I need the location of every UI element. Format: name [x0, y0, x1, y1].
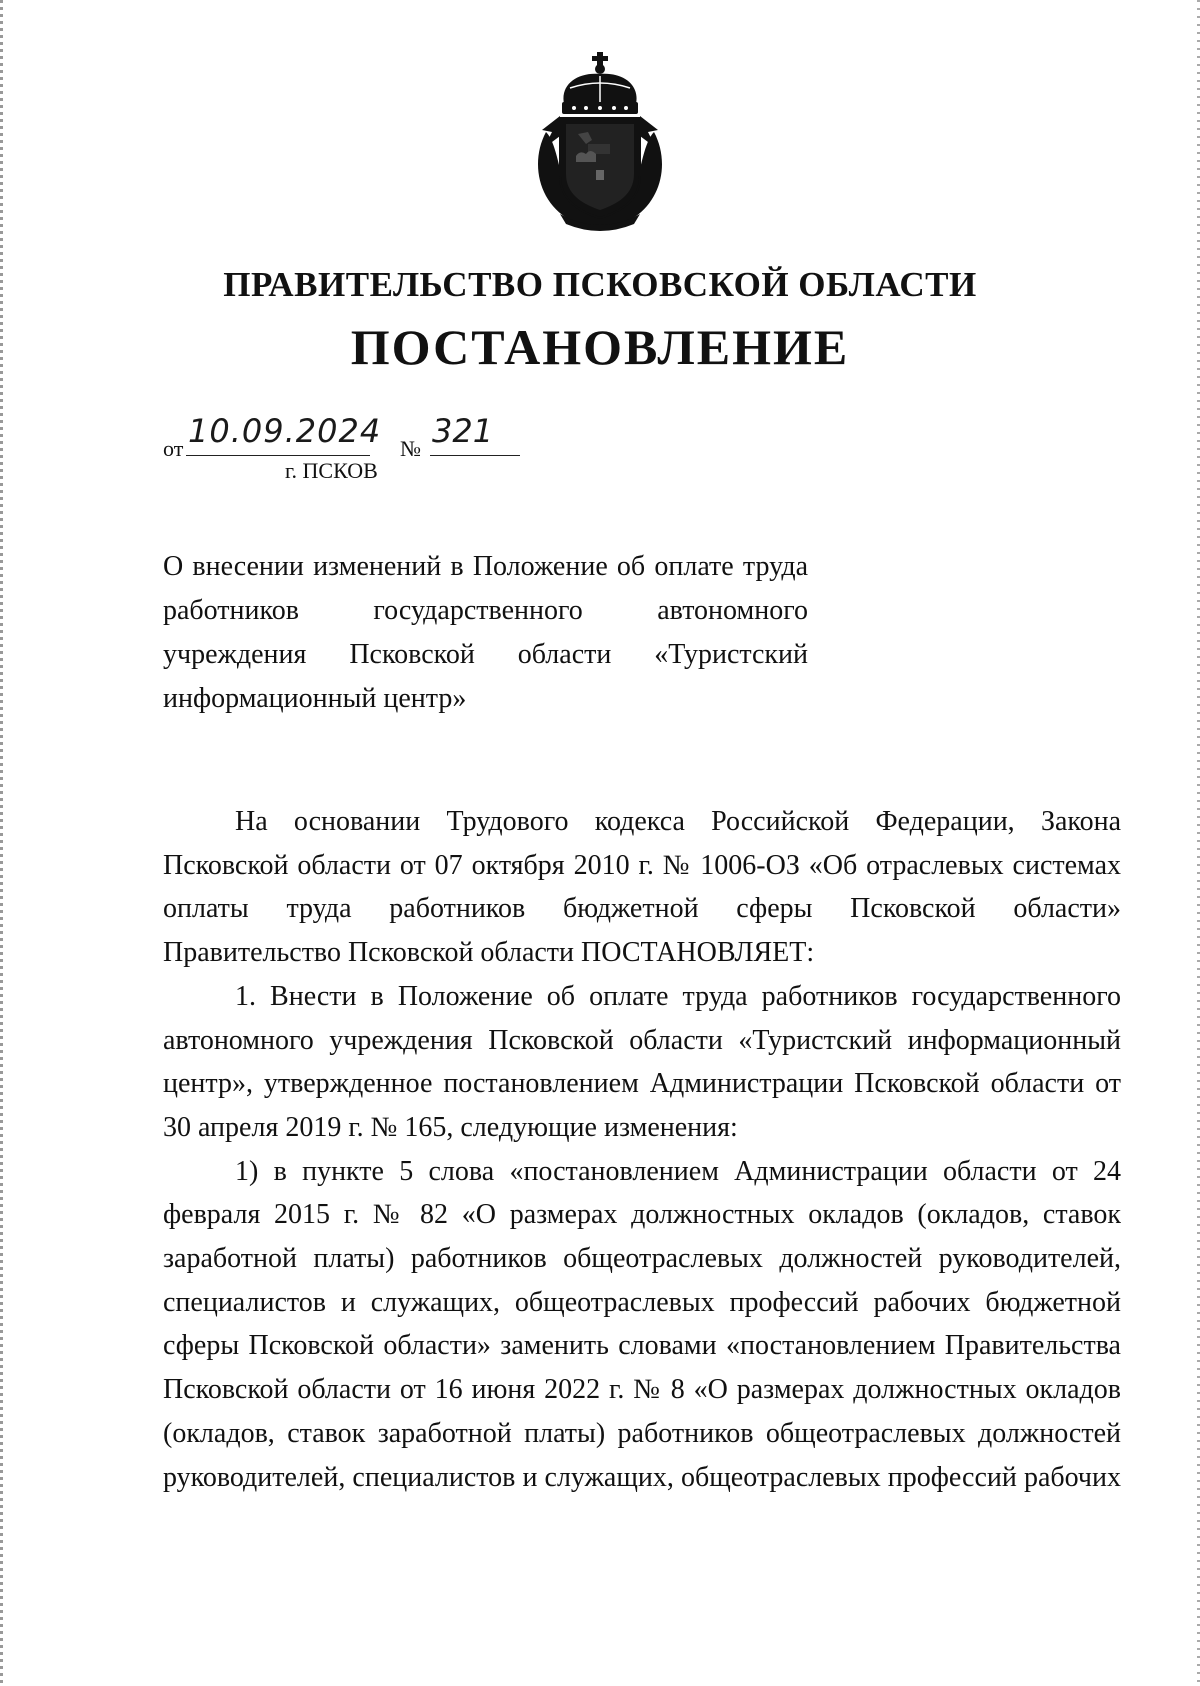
document-subject: О внесении изменений в Положение об оплате труда работников государственного автономного учреждения Псковской области «Туристский информационный центр»: [163, 551, 808, 714]
document-type-title: ПОСТАНОВЛЕНИЕ: [350, 319, 850, 375]
document-date: 10.09.2024: [188, 412, 382, 450]
number-underline: [430, 455, 520, 456]
document-number: 321: [432, 412, 494, 450]
date-underline: [186, 455, 370, 456]
body-paragraph: На основании Трудового кодекса Российской Федерации, Закона Псковской области от 07 октября 2010 г. № 1006-ОЗ «Об отраслевых системах оплаты труда работников бюджетной сферы Псковской области» Правительство Псковской области ПОСТАНОВЛЯЕТ:: [163, 806, 1121, 969]
organization-name: ПРАВИТЕЛЬСТВО ПСКОВСКОЙ ОБЛАСТИ: [223, 265, 977, 304]
scan-edge-left: [0, 0, 3, 1686]
date-from-label: от: [163, 436, 184, 461]
pskov-coat-of-arms-icon: [530, 52, 670, 232]
city-label: г. ПСКОВ: [285, 458, 378, 483]
body-paragraph: 1. Внести в Положение об оплате труда работников государственного автономного учреждения Псковской области «Туристский информационный центр», утвержденное постановлением Администрации Псковской области от 30 апреля 2019 г. № 165, следующие изменения:: [163, 980, 1121, 1143]
body-paragraph: 1) в пункте 5 слова «постановлением Администрации области от 24 февраля 2015 г. № 82 «О размерах должностных окладов (окладов, ставок заработной платы) работников общеотраслевых должностей руководителей, специалистов и служащих, общеотраслевых профессий рабочих бюджетной сферы Псковской области» заменить словами «постановлением Правительства Псковской области от 16 июня 2022 г. № 8 «О размерах должностных окладов (окладов, ставок заработной платы) работников общеотраслевых должностей руководителей, специалистов и служащих, общеотраслевых профессий рабочих: [163, 1155, 1121, 1493]
document-body: [163, 800, 1121, 1499]
number-label: №: [400, 436, 421, 461]
